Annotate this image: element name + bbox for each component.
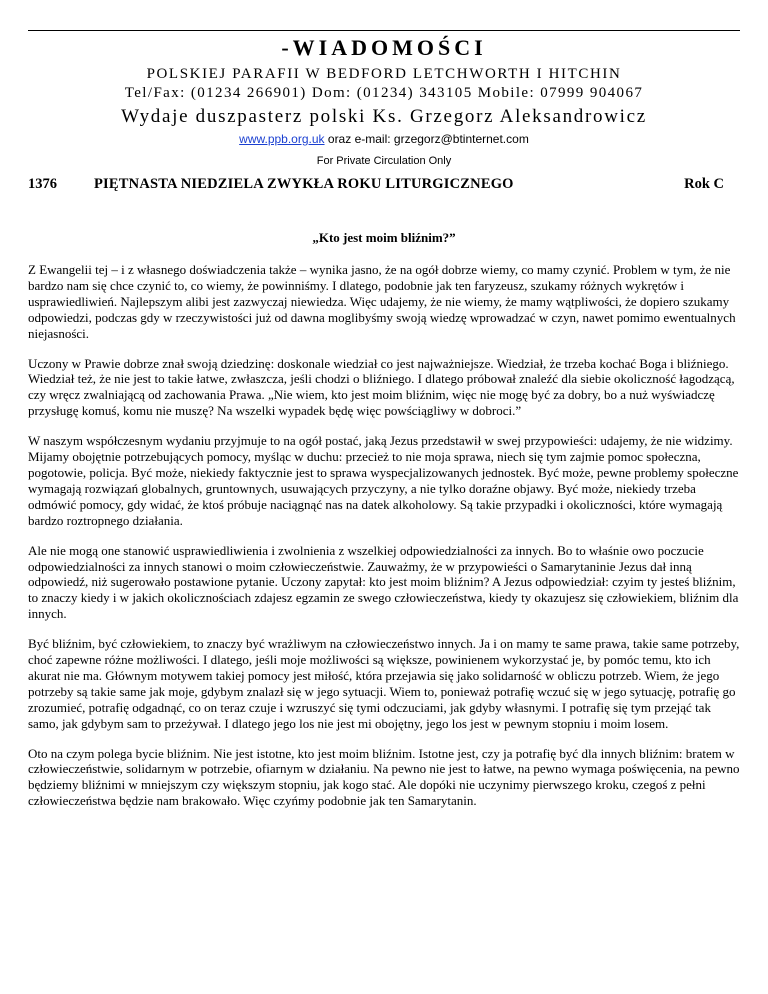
- issue-number: 1376: [28, 176, 57, 192]
- publisher-line: Wydaje duszpasterz polski Ks. Grzegorz Aleksandrowicz: [121, 106, 647, 127]
- paragraph: Oto na czym polega bycie bliźnim. Nie jest istotne, kto jest moim bliźnim. Istotne jest, czy ja potrafię być dla innych bliźnim: bratem w człowieczeństwie, solidarnym w potrzebie, ofiarnym w działaniu. Na pewno nie jest to łatwe, na pewno wymaga poświęcenia, na pewno będziemy bliźnimi w mniejszym czy większym stopniu, jak kogo stać. Ale dopóki nie uczynimy pierwszego kroku, czegoś z pełni człowieczeństwa będzie nam brakowało. Więc czyńmy podobnie jak ten Samarytanin.: [28, 745, 740, 809]
- masthead: [0, 34, 768, 169]
- paragraph: Ale nie mogą one stanowić usprawiedliwienia i zwolnienia z wszelkiej odpowiedzialności za innych. Bo to właśnie owo poczucie odpowiedzialności za innych stanowi o moim człowieczeństwie. Zauważmy, że w przypowieści o Samarytaninie Jezus dał inną odpowiedź, niż sugerowało postawione pytanie. Uczony zapytał: kto jest moim bliźnim? A Jezus odpowiedział: czyim ty jesteś bliźnim, to znaczy kiedy i w jakich okolicznościach zdajesz egzamin ze swego człowieczeństwa, kiedy ty okazujesz się człowiekiem, bliźnim dla innych.: [28, 542, 739, 622]
- article-body: [28, 262, 740, 823]
- parish-name: POLSKIEJ PARAFII W BEDFORD LETCHWORTH I HITCHIN: [146, 66, 622, 82]
- sunday-title: PIĘTNASTA NIEDZIELA ZWYKŁA ROKU LITURGICZNEGO: [94, 176, 514, 192]
- liturgical-year: Rok C: [684, 176, 724, 192]
- contact-line: [0, 131, 768, 148]
- website-link[interactable]: www.ppb.org.uk: [239, 132, 325, 146]
- top-rule: [28, 30, 740, 31]
- newsletter-title: -WIADOMOŚCI: [281, 35, 487, 60]
- private-circulation-note: For Private Circulation Only: [316, 155, 452, 167]
- email-text: oraz e-mail: grzegorz@btinternet.com: [327, 132, 529, 146]
- issue-heading: [28, 176, 740, 193]
- paragraph: Uczony w Prawie dobrze znał swoją dziedzinę: doskonale wiedział co jest najważniejsze. Wiedział, że trzeba kochać Boga i bliźniego. Wiedział też, że nie jest to takie łatwe, zwłaszcza, jeśli chodzi o bliźniego. I dlatego próbował znaleźć dla siebie okoliczność łagodzącą, czy wręcz zwalniającą od zachowania Prawa. „Nie wiem, kto jest moim bliźnim, więc nie mogę być za dobry, bo a nuż wyświadczę przysługę komuś, komu nie muszę? Na wszelki wypadek będę więc powściągliwy w dobroci.”: [28, 355, 735, 419]
- paragraph: Być bliźnim, być człowiekiem, to znaczy być wrażliwym na człowieczeństwo innych. Ja i on mamy te same prawa, takie same potrzeby, choć zapewne różne możliwości. I dlatego, jeśli moje możliwości są większe, powinienem wykorzystać je, by pomóc temu, kto ich akurat nie ma. Głównym motywem takiej pomocy jest miłość, która przejawia się jako solidarność w obliczu potrzeb. Wiem, że jego potrzeby są takie same jak moje, gdybym znalazł się w jego sytuacji. Wiem to, ponieważ potrafię wczuć się w jego sytuację, potrafię go zrozumieć, potrafię odgadnąć, co on teraz czuje i wzruszyć się tymi odczuciami, jak gdyby własnymi. I potrafię się tym przejąć tak samo, jak gdybym sam to przeżywał. I dlatego jego los nie jest mi obojętny, jego los jest w pewnym stopniu i moim losem.: [28, 636, 740, 731]
- paragraph: W naszym współczesnym wydaniu przyjmuje to na ogół postać, jaką Jezus przedstawił w swej przypowieści: udajemy, że nie widzimy. Mijamy obojętnie potrzebujących pomocy, myśląc w duchu: przecież to nie moja sprawa, niech się tym zajmie pomoc społeczna, pogotowie, policja. Być może, niekiedy faktycznie jest to sprawa wyspecjalizowanych jednostek. Być może, pewne problemy społeczne wymagają rozwiązań globalnych, gruntownych, usuwających przyczyny, a nie tylko doraźne objawy. Być może, niekiedy trzeba odmówić pomocy, gdy widać, że ktoś próbuje naciągnąć nas na datek alkoholowy. Są takie przypadki i okoliczności, które wymagają bardzo roztropnego działania.: [28, 433, 739, 528]
- article-subtitle: „Kto jest moim bliźnim?”: [312, 230, 456, 245]
- phone-numbers: Tel/Fax: (01234 266901) Dom: (01234) 343105 Mobile: 07999 904067: [124, 85, 644, 101]
- paragraph: Z Ewangelii tej – i z własnego doświadczenia także – wynika jasno, że na ogół dobrze wiemy, co mamy czynić. Problem w tym, że nie bardzo nam się chce czynić to, co wiemy, że powinniśmy. I dlatego, podobnie jak ten faryzeusz, szukamy różnych wykrętów i usprawiedliwień. Najlepszym alibi jest zazwyczaj niewiedza. Więc udajemy, że nie wiemy, że mamy wątpliwości, że dopiero szukamy odpowiedzi, podczas gdy w rzeczywistości już od dawna moglibyśmy swoją wiedzę wprowadzać w czyn, nawet pomimo ewentualnych niejasności.: [28, 262, 736, 341]
